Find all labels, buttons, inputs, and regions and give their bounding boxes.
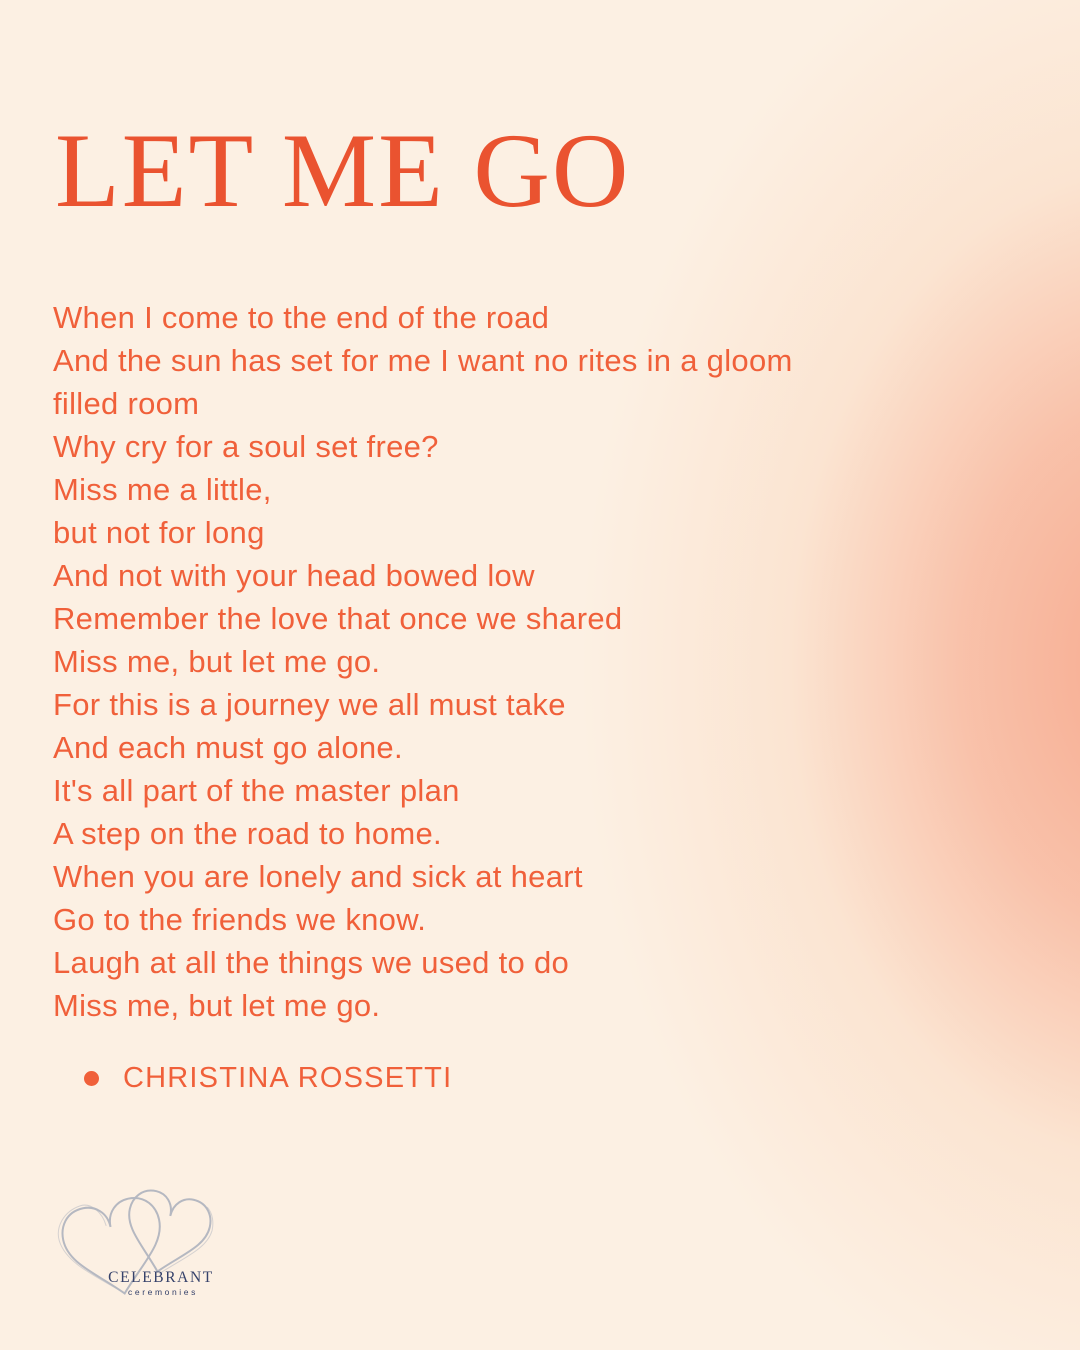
logo-subtitle: ceremonies [128,1287,198,1297]
page-title: LET ME GO [55,112,631,230]
attribution [84,1062,452,1095]
logo-brand: CELEBRANT [108,1269,214,1286]
poem-line: Go to the friends we know. [53,902,427,937]
celebrant-ceremonies-logo [48,1183,223,1318]
poem-line: Miss me, but let me go. [53,988,381,1023]
poem-line: filled room [53,386,200,421]
poem-line: Laugh at all the things we used to do [53,945,570,980]
poem-line: And the sun has set for me I want no rites in a gloom [53,343,793,378]
poem-line: And not with your head bowed low [53,558,535,593]
poem-line: Miss me a little, [53,472,272,507]
poem-line: It's all part of the master plan [53,773,460,808]
poem-line: When you are lonely and sick at heart [53,859,583,894]
poem-line: When I come to the end of the road [53,300,550,335]
poem-line: Remember the love that once we shared [53,601,623,636]
poem-line: Miss me, but let me go. [53,644,381,679]
bullet-icon [84,1071,99,1086]
poem-line: A step on the road to home. [53,816,442,851]
poem-line: but not for long [53,515,265,550]
poem-line: And each must go alone. [53,730,403,765]
poem-line: For this is a journey we all must take [53,687,566,722]
attribution-name: CHRISTINA ROSSETTI [123,1062,453,1094]
poem-body [53,296,873,1027]
double-hearts-icon [48,1183,223,1318]
poem-line: Why cry for a soul set free? [53,429,439,464]
